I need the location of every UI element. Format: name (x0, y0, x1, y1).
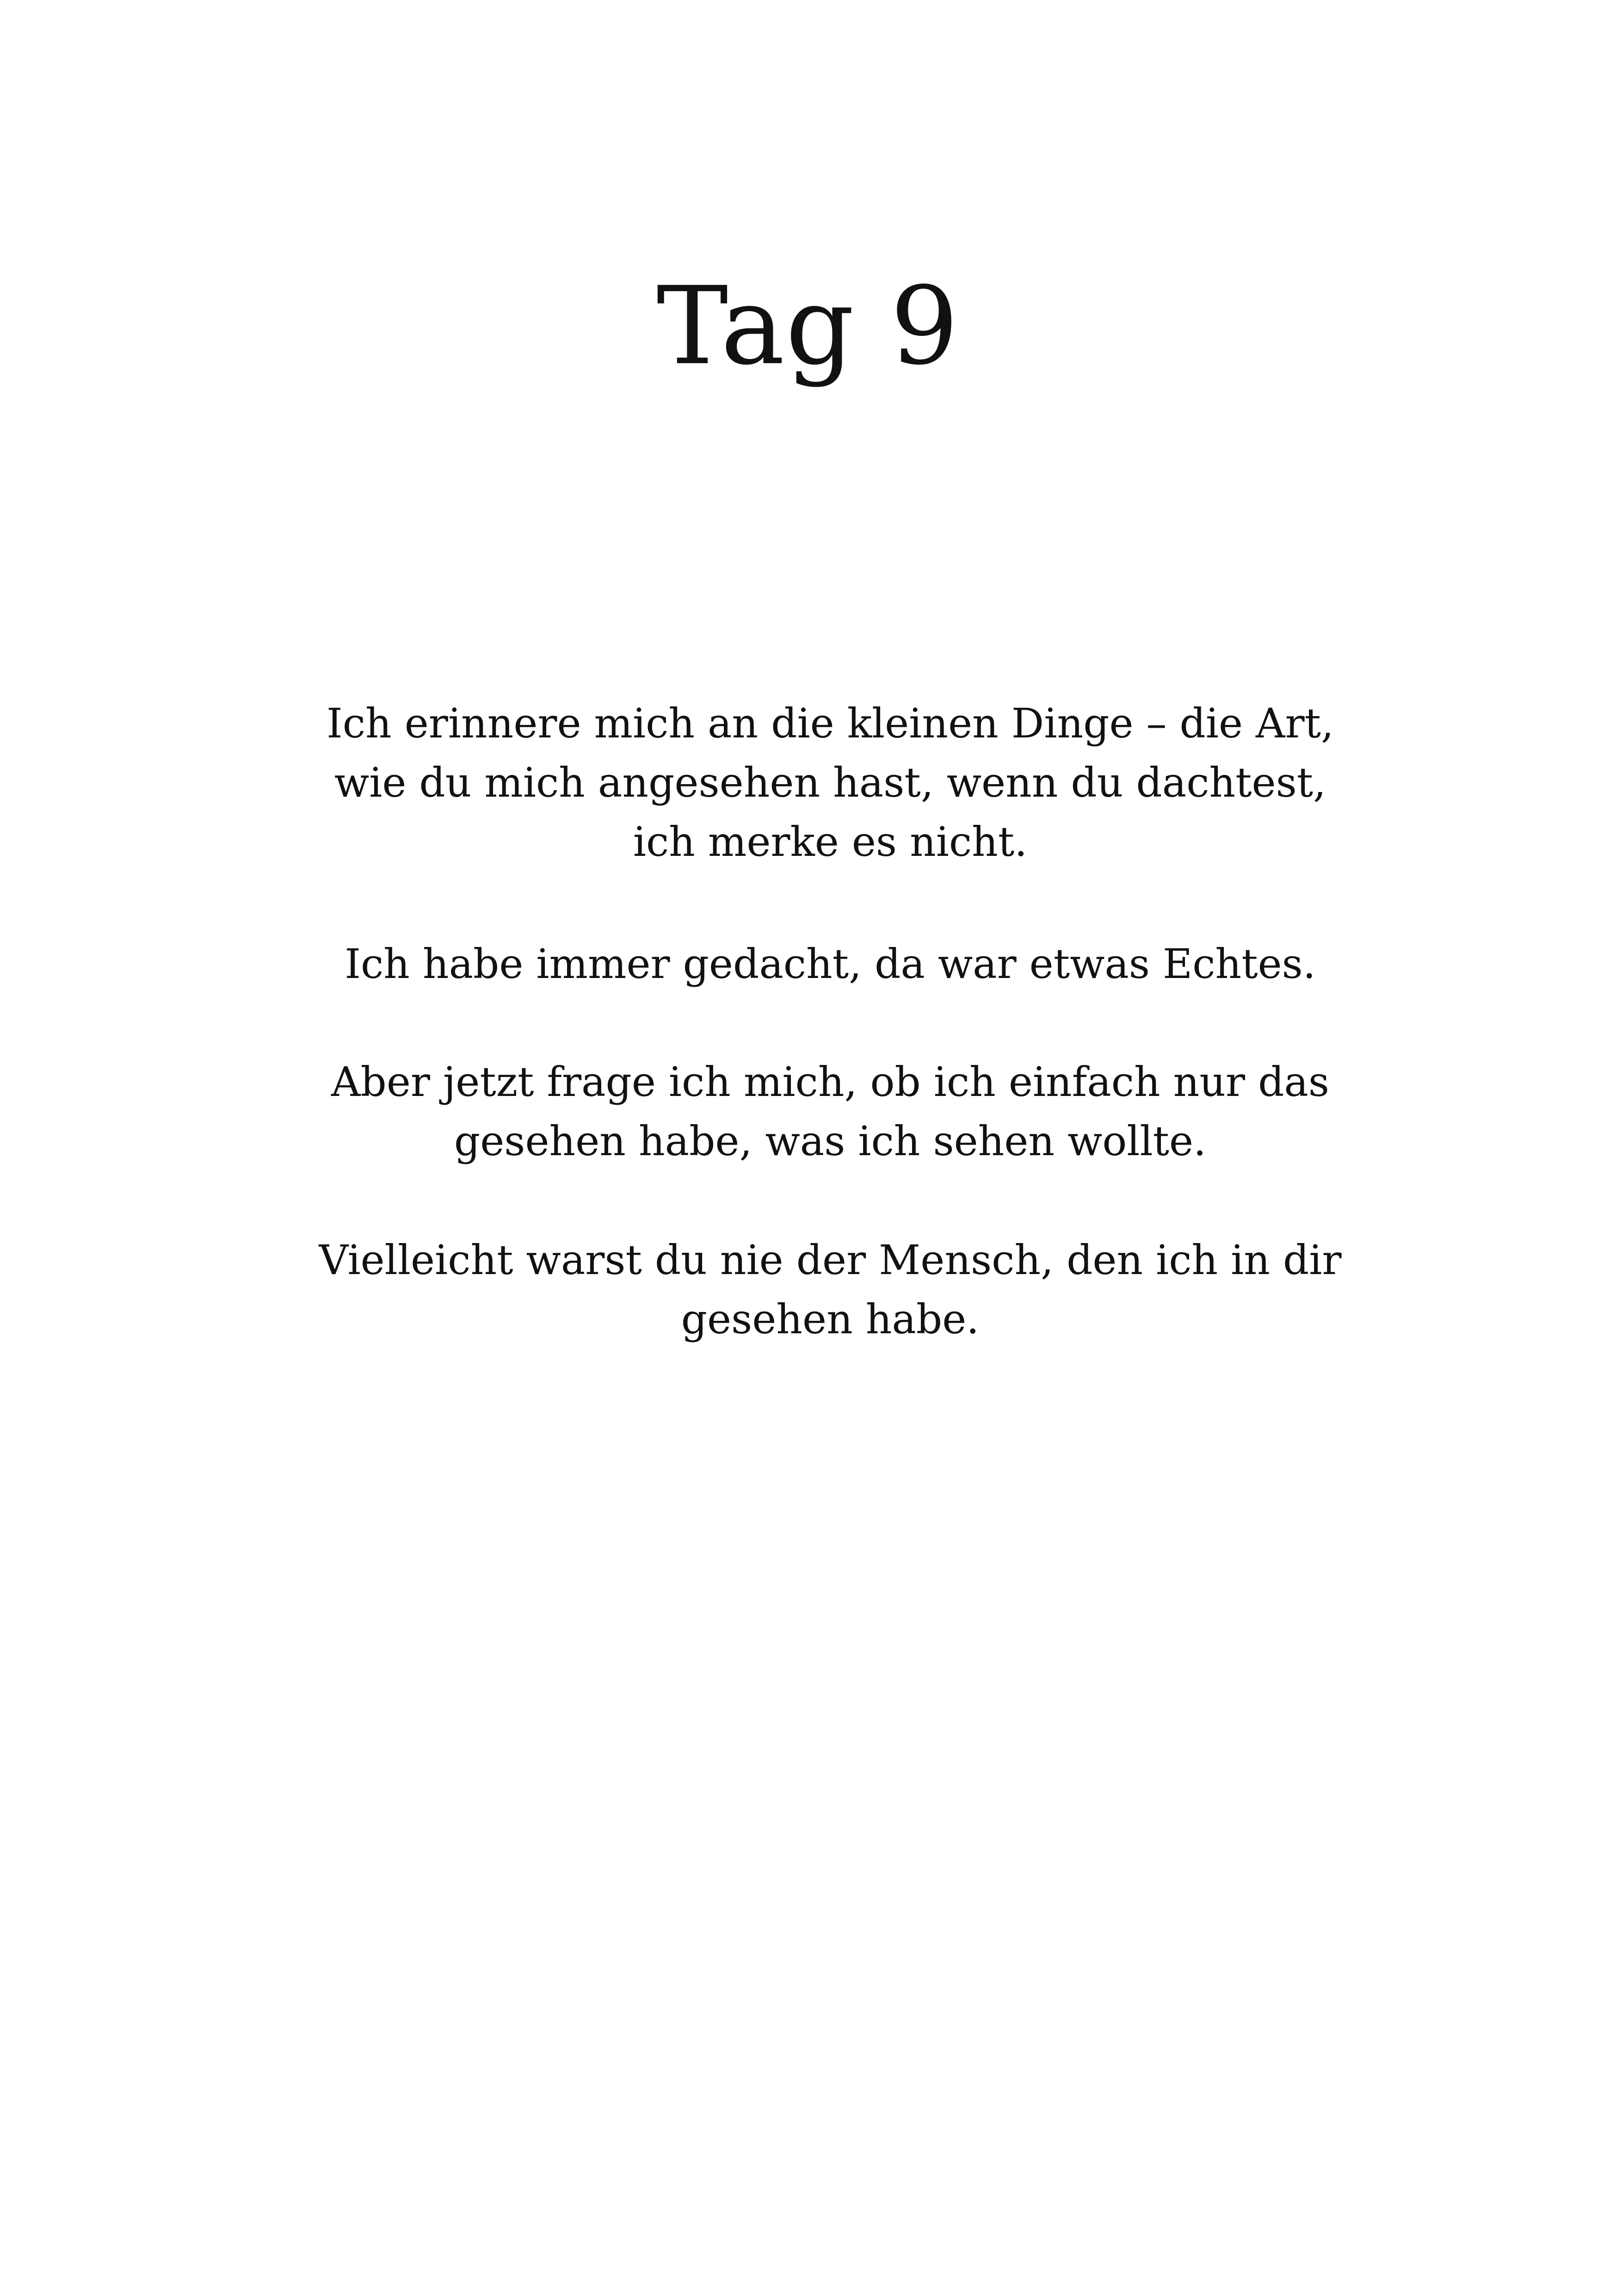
paragraph-3-line-2: gesehen habe, was ich sehen wollte. (454, 1117, 1207, 1165)
paragraph-1-line-3: ich merke es nicht. (633, 818, 1028, 866)
paragraph-3 (287, 1052, 1374, 1171)
paragraph-4 (287, 1231, 1374, 1349)
paragraph-4-line-1: Vielleicht warst du nie der Mensch, den ich in dir (319, 1236, 1342, 1284)
paragraph-1 (287, 694, 1374, 872)
page-title: Tag 9 (656, 264, 960, 389)
paragraph-1-line-1: Ich erinnere mich an die kleinen Dinge – die Art, (327, 699, 1334, 747)
paragraph-2-line-1: Ich habe immer gedacht, da war etwas Echtes. (345, 940, 1316, 988)
paragraph-4-line-2: gesehen habe. (681, 1295, 980, 1343)
paragraph-1-line-2: wie du mich angesehen hast, wenn du dachtest, (334, 759, 1326, 806)
paragraph-3-line-1: Aber jetzt frage ich mich, ob ich einfach nur das (331, 1058, 1330, 1106)
paragraph-2 (287, 934, 1374, 994)
